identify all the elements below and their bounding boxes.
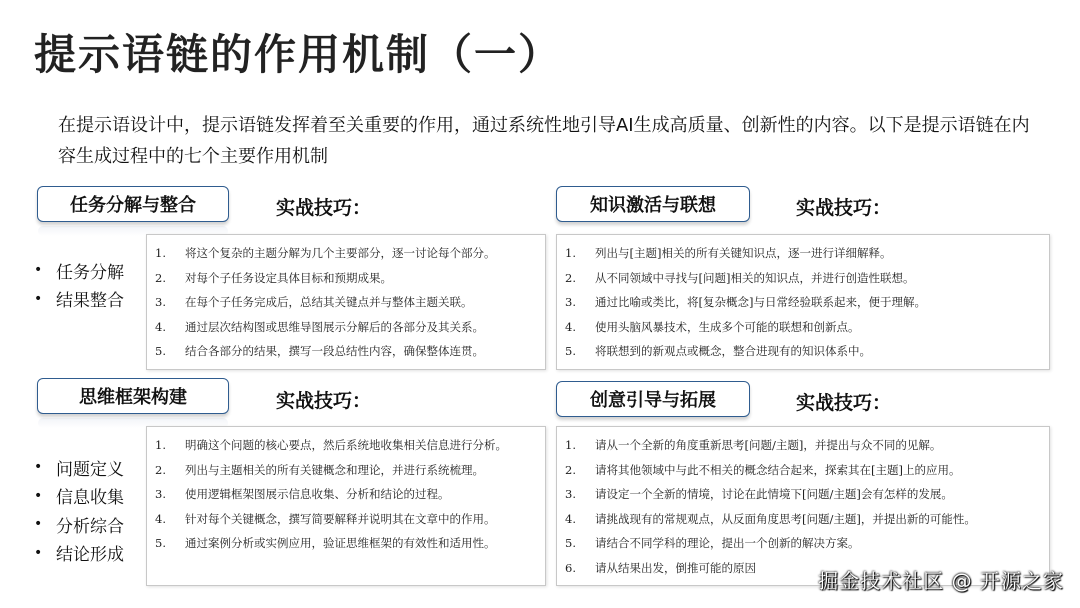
tip-item: 5. 将联想到的新观点或概念，整合进现有的知识体系中。 [565, 344, 871, 358]
tip-item: 6. 请从结果出发，倒推可能的原因 [565, 560, 756, 575]
tip-item: 3. 在每个子任务完成后，总结其关键点并与整体主题关联。 [155, 295, 473, 309]
tip-item: 5. 通过案例分析或实例应用，验证思维框架的有效性和适用性。 [155, 536, 496, 550]
bullet-item: • 问题定义 [34, 459, 124, 480]
tip-item: 4. 请挑战现有的常规观点，从反面角度思考[问题/主题]，并提出新的可能性。 [565, 511, 976, 526]
tip-item: 2. 请将其他领域中与此不相关的概念结合起来，探索其在[主题]上的应用。 [565, 462, 961, 477]
tag-task-decomposition: 任务分解与整合 [37, 186, 229, 222]
tips-heading: 实战技巧： [796, 197, 892, 219]
tip-item: 5. 请结合不同学科的理论，提出一个创新的解决方案。 [565, 536, 860, 550]
tips-heading: 实战技巧： [276, 197, 372, 219]
tips-heading: 实战技巧： [796, 392, 892, 414]
tip-item: 1. 明确这个问题的核心要点，然后系统地收集相关信息进行分析。 [155, 438, 507, 452]
tips-box [146, 234, 546, 370]
tip-item: 2. 从不同领域中寻找与[问题]相关的知识点，并进行创造性联想。 [565, 270, 915, 285]
watermark: 掘金技术社区 @ 开源之家 [818, 569, 1064, 593]
tip-item: 2. 列出与主题相关的所有关键概念和理论，并进行系统梳理。 [155, 462, 484, 477]
tips-heading: 实战技巧： [276, 390, 372, 412]
tip-item: 5. 结合各部分的结果，撰写一段总结性内容，确保整体连贯。 [155, 344, 484, 358]
tip-item: 3. 通过比喻或类比，将[复杂概念]与日常经验联系起来，便于理解。 [565, 295, 926, 309]
tip-item: 2. 对每个子任务设定具体目标和预期成果。 [155, 270, 392, 285]
tip-item: 4. 使用头脑风暴技术，生成多个可能的联想和创新点。 [565, 319, 860, 334]
tip-item: 1. 列出与[主题]相关的所有关键知识点，逐一进行详细解释。 [565, 246, 892, 260]
page-title: 提示语链的作用机制（一） [34, 30, 563, 79]
bullet-list [34, 256, 124, 313]
bullet-item: • 信息收集 [34, 487, 124, 509]
tag-thinking-framework: 思维框架构建 [37, 378, 229, 414]
bullet-list [34, 453, 124, 567]
bullet-item: • 分析综合 [34, 516, 124, 537]
intro-text: 在提示语设计中，提示语链发挥着至关重要的作用，通过系统性地引导AI生成高质量、创新性的内容。以下是提示语链在内容生成过程中的七个主要作用机制 [58, 115, 1030, 167]
tip-item: 4. 通过层次结构图或思维导图展示分解后的各部分及其关系。 [155, 319, 484, 334]
tip-item: 1. 将这个复杂的主题分解为几个主要部分，逐一讨论每个部分。 [155, 246, 496, 260]
tag-knowledge-activation: 知识激活与联想 [556, 186, 750, 222]
tip-item: 3. 使用逻辑框架图展示信息收集、分析和结论的过程。 [155, 487, 450, 501]
tip-item: 3. 请设定一个全新的情境，讨论在此情境下[问题/主题]会有怎样的发展。 [565, 487, 953, 501]
bullet-item: • 结果整合 [34, 290, 124, 312]
tip-item: 1. 请从一个全新的角度重新思考[问题/主题]，并提出与众不同的见解。 [565, 438, 942, 452]
tips-box [556, 426, 1050, 586]
bullet-item: • 结论形成 [34, 544, 124, 566]
tag-creative-guidance: 创意引导与拓展 [556, 381, 750, 417]
tip-item: 4. 针对每个关键概念，撰写简要解释并说明其在文章中的作用。 [155, 511, 496, 526]
bullet-item: • 任务分解 [34, 262, 124, 283]
tips-box [556, 234, 1050, 370]
tips-box [146, 426, 546, 586]
